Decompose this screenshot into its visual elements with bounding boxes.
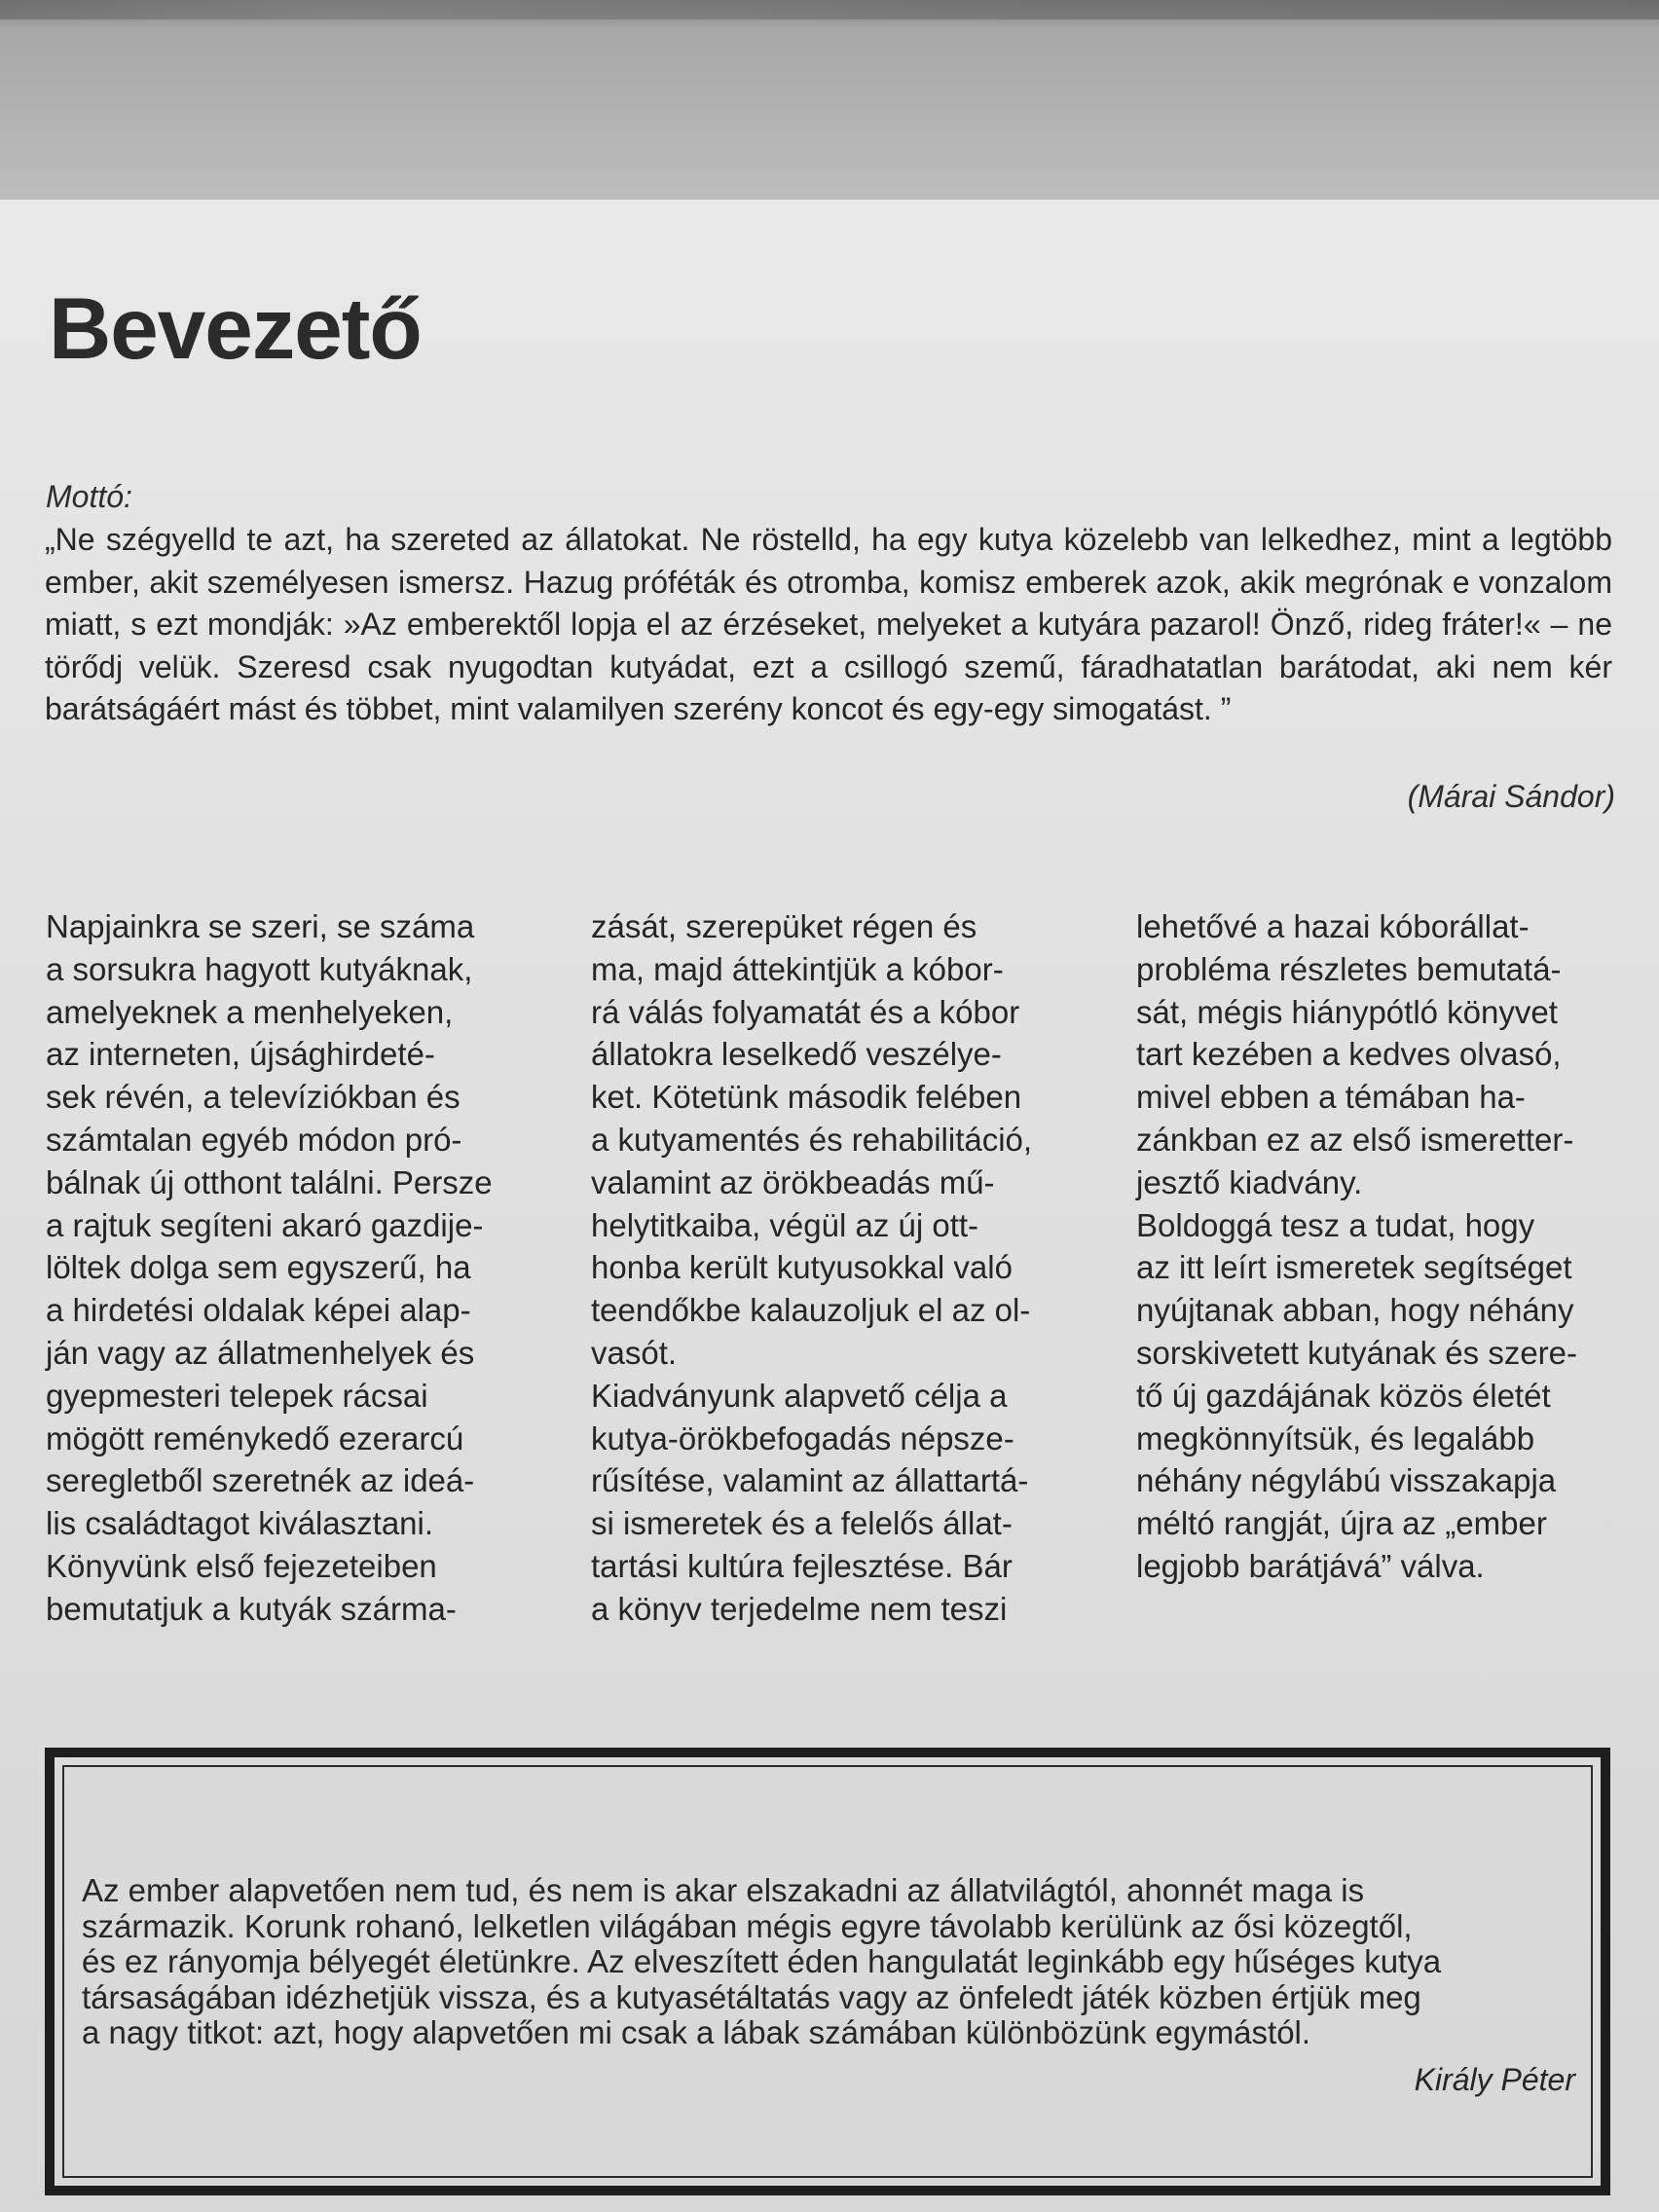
body-columns [46, 905, 1613, 1645]
motto-author: (Márai Sándor) [1407, 779, 1615, 814]
page-top-shadow [0, 0, 1659, 200]
column-2: zását, szerepüket régen és ma, majd áttekintjük a kóbor- rá válás folyamatát és a kóbor állatokra leselkedő veszélye- ket. Kötetünk második felében a kutyamentés és rehabilitáció, valamint az örökbeadás mű- helytitkaiba, végül az új ott- honba került kutyusokkal való teendőkbe kalauzoljuk el az ol- vasót. Kiadványunk alapvető célja a kutya-örökbefogadás népsze- rűsítése, valamint az állattartá- si ismeretek és a felelős állat- tartási kultúra fejlesztése. Bár a könyv terjedelme nem teszi [591, 908, 1033, 1627]
motto-text: „Ne szégyelld te azt, ha szereted az állatokat. Ne röstelld, ha egy kutya közelebb van lelkedhez, mint a legtöbb ember, akit személyesen ismersz. Hazug próféták és otromba, komisz emberek azok, akik megrónak e vonzalom miatt, s ezt mondják: »Az emberektől lopja el az érzéseket, melyeket a kutyára pazarol! Önző, rideg fráter!« – ne törődj velük. Szeresd csak nyugodtan kutyádat, ezt a csillogó szemű, fáradhatatlan barátodat, aki nem kér barátságáért mást és többet, mint valamilyen szerény koncot és egy-egy simogatást. ” [45, 522, 1612, 726]
closing-quote-text: Az ember alapvetően nem tud, és nem is akar elszakadni az állatvilágtól, ahonnét maga is származik. Korunk rohanó, lelketlen világában mégis egyre távolabb kerülünk az ősi közegtől, és ez rányomja bélyegét életünkre. Az elveszített éden hangulatát leginkább egy hűséges kutya társaságában idézhetjük vissza, és a kutyasétáltatás vagy az önfeledt játék közben értjük meg a nagy titkot: azt, hogy alapvetően mi csak a lábak számában különbözünk egymástól. [82, 1872, 1442, 2050]
closing-quote-author: Király Péter [1414, 2062, 1575, 2097]
motto-label: Mottó: [46, 479, 132, 514]
page-top-edge [0, 0, 1659, 19]
watermark: Antikvarium.hu [4, 2198, 82, 2212]
column-1: Napjainkra se szeri, se száma a sorsukra hagyott kutyáknak, amelyeknek a menhelyeken, az interneten, újsághirdeté- sek révén, a televíziókban és számtalan egyéb módon pró- bálnak új otthont találni. Persze a rajtuk segíteni akaró gazdije- löltek dolga sem egyszerű, ha a hirdetési oldalak képei alap- ján vagy az állatmenhelyek és gyepmesteri telepek rácsai mögött reménykedő ezerarcú seregletből szeretnék az ideá- lis családtagot kiválasztani. Könyvünk első fejezeteiben bemutatjuk a kutyák szárma- [46, 908, 493, 1627]
page-title: Bevezető [49, 279, 422, 377]
column-3: lehetővé a hazai kóborállat- probléma részletes bemutatá- sát, mégis hiánypótló könyvet tart kezében a kedves olvasó, mivel ebben a témában ha- zánkban ez az első ismeretter- jesztő kiadvány. Boldoggá tesz a tudat, hogy az itt leírt ismeretek segítséget nyújtanak abban, hogy néhány sorskivetett kutyának és szere- tő új gazdájának közös életét megkönnyítsük, és legalább néhány négylábú visszakapja méltó rangját, újra az „ember legjobb barátjává” válva. [1136, 908, 1578, 1584]
